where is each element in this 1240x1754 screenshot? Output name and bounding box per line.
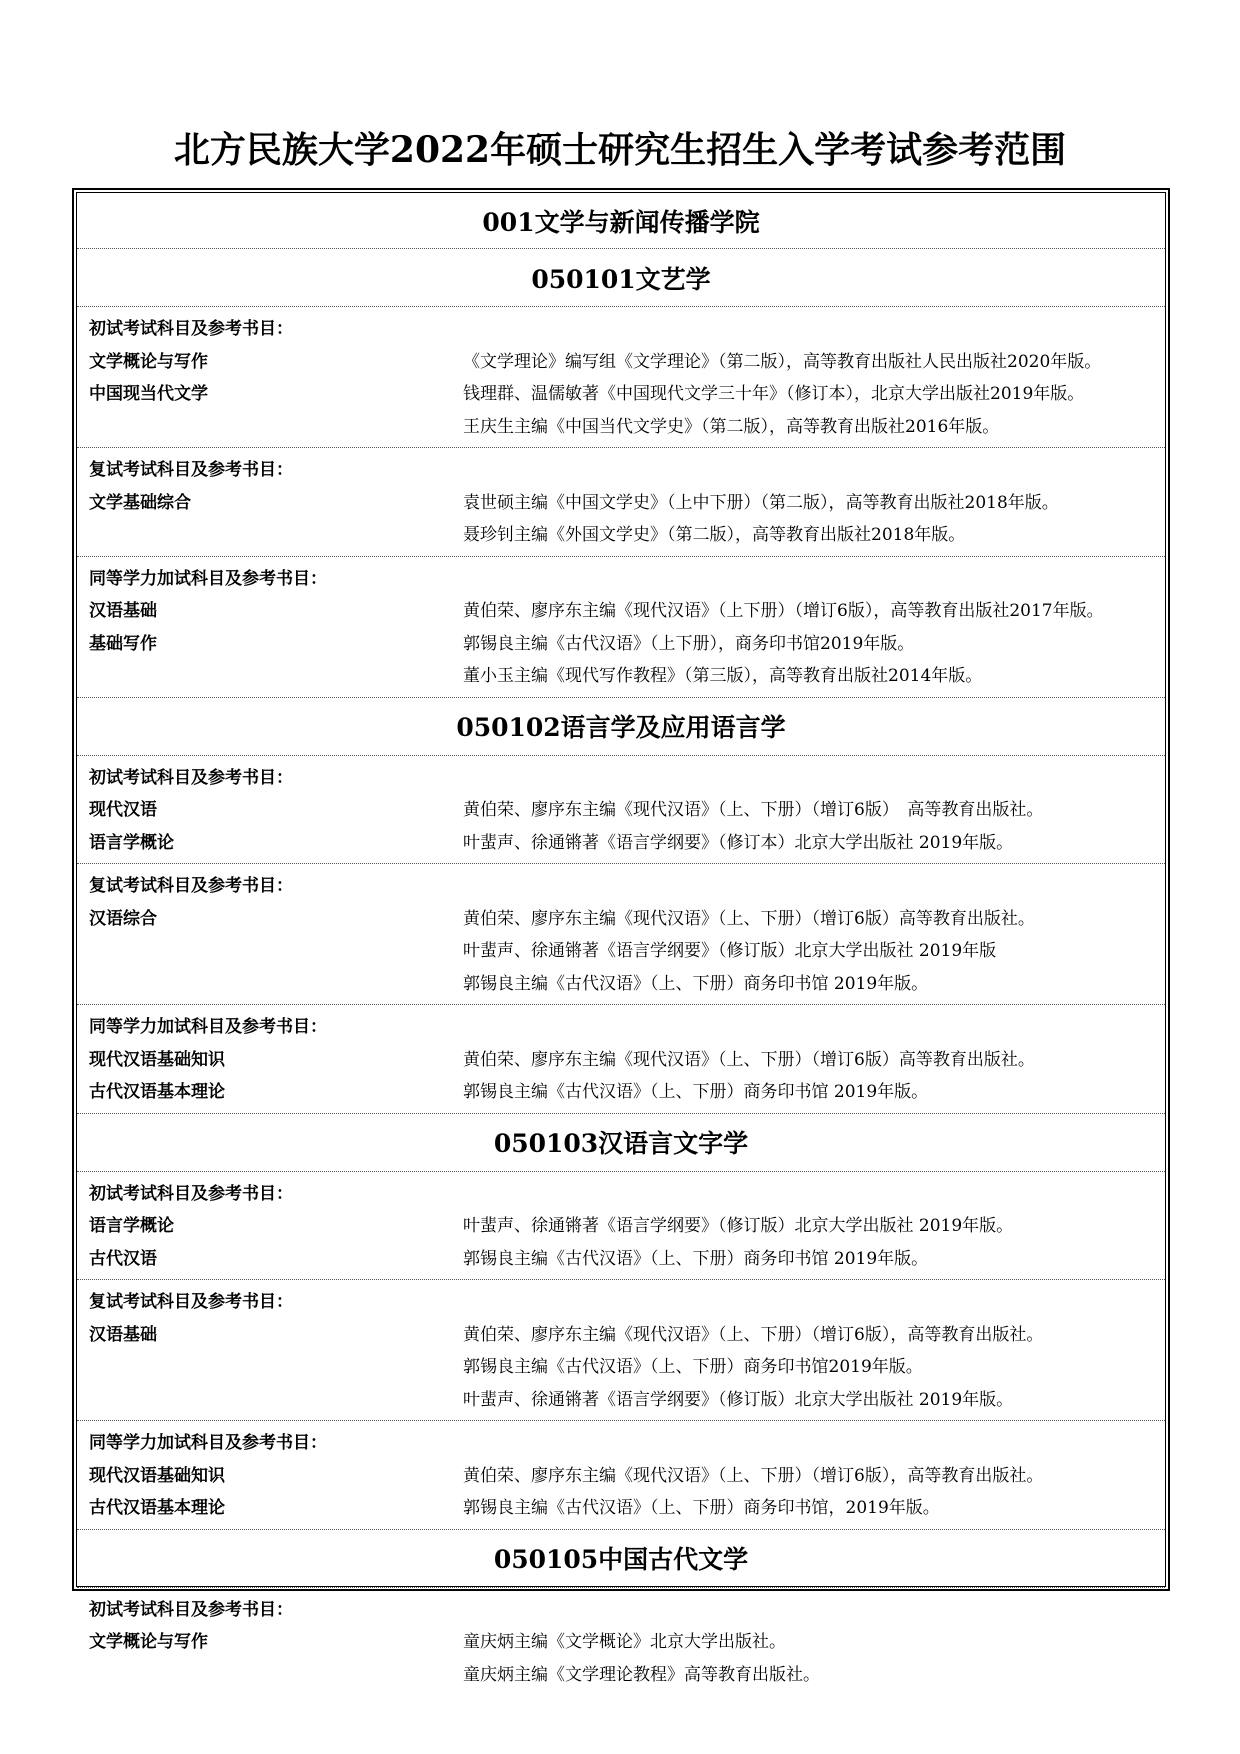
reference-book: 黄伯荣、廖序东主编《现代汉语》（上下册）（增订6版），高等教育出版社2017年版。 [463,601,1104,621]
reference-row [77,968,1165,1001]
reference-book: 叶蜚声、徐通锵著《语言学纲要》（修订版）北京大学出版社 2019年版。 [463,1216,1014,1236]
exam-subject: 文学概论与写作 [89,351,208,372]
reference-row [77,411,1165,444]
reference-book: 黄伯荣、廖序东主编《现代汉语》（上、下册）（增订6版），高等教育出版社。 [463,1465,1044,1486]
exam-section [77,1588,1165,1696]
exam-subject: 汉语基础 [89,1324,157,1345]
section-header-row [77,762,1165,795]
section-header-row [77,563,1165,596]
reference-row [77,1076,1165,1109]
exam-subject: 文学概论与写作 [89,1632,208,1652]
reference-book: 黄伯荣、廖序东主编《现代汉语》（上、下册）（增订6版）高等教育出版社。 [463,908,1035,929]
reference-book: 聂珍钊主编《外国文学史》（第二版），高等教育出版社2018年版。 [463,525,966,545]
reference-row [77,1210,1165,1243]
section-header-row [77,1178,1165,1211]
reference-row [77,1044,1165,1077]
exam-section [77,756,1165,865]
major-heading: 050105中国古代文学 [77,1530,1165,1588]
reference-row [77,1659,1165,1692]
reference-book: 叶蜚声、徐通锵著《语言学纲要》（修订版）北京大学出版社 2019年版。 [463,1389,1014,1410]
section-header: 复试考试科目及参考书目： [89,1292,293,1312]
reference-book: 郭锡良主编《古代汉语》（上下册），商务印书馆2019年版。 [463,633,915,654]
exam-section [77,448,1165,557]
exam-subject: 语言学概论 [89,832,174,853]
major-heading: 050103汉语言文字学 [77,1114,1165,1172]
reference-row [77,827,1165,860]
section-header: 初试考试科目及参考书目： [89,1183,293,1204]
reference-book: 董小玉主编《现代写作教程》（第三版），高等教育出版社2014年版。 [463,666,983,686]
reference-book: 郭锡良主编《古代汉语》（上、下册）商务印书馆 2019年版。 [463,973,929,994]
reference-book: 郭锡良主编《古代汉语》（上、下册）商务印书馆，2019年版。 [463,1498,940,1518]
reference-row [77,595,1165,628]
exam-subject: 现代汉语基础知识 [89,1465,225,1486]
section-header: 初试考试科目及参考书目： [89,319,293,339]
reference-row [77,519,1165,552]
exam-subject: 语言学概论 [89,1216,174,1236]
section-header-row [77,313,1165,346]
exam-subject: 古代汉语基本理论 [89,1082,225,1102]
department-heading: 001文学与新闻传播学院 [77,193,1165,249]
page-title: 北方民族大学2022年硕士研究生招生入学考试参考范围 [173,129,1067,171]
reference-row [77,1319,1165,1352]
reference-row [77,1460,1165,1493]
exam-subject: 现代汉语 [89,800,157,820]
reference-row [77,660,1165,693]
section-header-row [77,454,1165,487]
reference-row [77,1626,1165,1659]
reference-book: 袁世硕主编《中国文学史》（上中下册）（第二版），高等教育出版社2018年版。 [463,492,1059,513]
major-heading: 050101文艺学 [77,249,1165,307]
reference-table [72,188,1170,1685]
reference-row [77,794,1165,827]
exam-section [77,864,1165,1005]
reference-book: 郭锡良主编《古代汉语》（上、下册）商务印书馆2019年版。 [463,1357,923,1377]
reference-book: 叶蜚声、徐通锵著《语言学纲要》（修订版）北京大学出版社 2019年版 [463,941,997,961]
reference-book: 黄伯荣、廖序东主编《现代汉语》（上、下册）（增订6版） 高等教育出版社。 [463,800,1044,820]
exam-section [77,1421,1165,1530]
section-header: 同等学力加试科目及参考书目： [89,1017,327,1037]
exam-section [77,1005,1165,1114]
exam-subject: 汉语基础 [89,601,157,621]
section-header-row [77,1427,1165,1460]
major-heading: 050102语言学及应用语言学 [77,698,1165,756]
exam-section [77,307,1165,448]
exam-section [77,1172,1165,1281]
reference-book: 钱理群、温儒敏著《中国现代文学三十年》（修订本），北京大学出版社2019年版。 [463,384,1085,404]
section-header-row [77,1286,1165,1319]
reference-book: 郭锡良主编《古代汉语》（上、下册）商务印书馆 2019年版。 [463,1082,929,1102]
section-header: 复试考试科目及参考书目： [89,460,293,480]
reference-row [77,1243,1165,1276]
reference-book: 《文学理论》编写组《文学理论》（第二版），高等教育出版社人民出版社2020年版。 [463,351,1102,372]
exam-section [77,557,1165,698]
section-header: 同等学力加试科目及参考书目： [89,1433,327,1453]
exam-subject: 文学基础综合 [89,492,191,513]
reference-book: 郭锡良主编《古代汉语》（上、下册）商务印书馆 2019年版。 [463,1248,929,1269]
exam-subject: 现代汉语基础知识 [89,1049,225,1070]
reference-row [77,1384,1165,1417]
reference-row [77,1351,1165,1384]
reference-book: 叶蜚声、徐通锵著《语言学纲要》（修订本）北京大学出版社 2019年版。 [463,832,1014,853]
reference-book: 黄伯荣、廖序东主编《现代汉语》（上、下册）（增订6版）高等教育出版社。 [463,1049,1035,1070]
reference-book: 王庆生主编《中国当代文学史》（第二版），高等教育出版社2016年版。 [463,416,1000,437]
reference-book: 童庆炳主编《文学理论教程》高等教育出版社。 [463,1664,820,1685]
exam-subject: 汉语综合 [89,908,157,929]
section-header-row [77,1011,1165,1044]
exam-subject: 古代汉语基本理论 [89,1498,225,1518]
exam-subject: 古代汉语 [89,1248,157,1269]
section-header: 初试考试科目及参考书目： [89,1599,293,1620]
exam-subject: 中国现当代文学 [89,384,208,404]
reference-row [77,903,1165,936]
reference-row [77,346,1165,379]
reference-row [77,378,1165,411]
exam-section [77,1280,1165,1421]
reference-row [77,628,1165,661]
exam-subject: 基础写作 [89,633,157,654]
section-header-row [77,1594,1165,1627]
section-header: 同等学力加试科目及参考书目： [89,568,327,589]
section-header: 初试考试科目及参考书目： [89,767,293,788]
reference-row [77,487,1165,520]
table-body [76,192,1166,1685]
section-header: 复试考试科目及参考书目： [89,876,293,896]
reference-row [77,935,1165,968]
section-header-row [77,870,1165,903]
reference-row [77,1492,1165,1525]
reference-book: 童庆炳主编《文学概论》北京大学出版社。 [463,1632,786,1652]
reference-book: 黄伯荣、廖序东主编《现代汉语》（上、下册）（增订6版），高等教育出版社。 [463,1324,1044,1345]
